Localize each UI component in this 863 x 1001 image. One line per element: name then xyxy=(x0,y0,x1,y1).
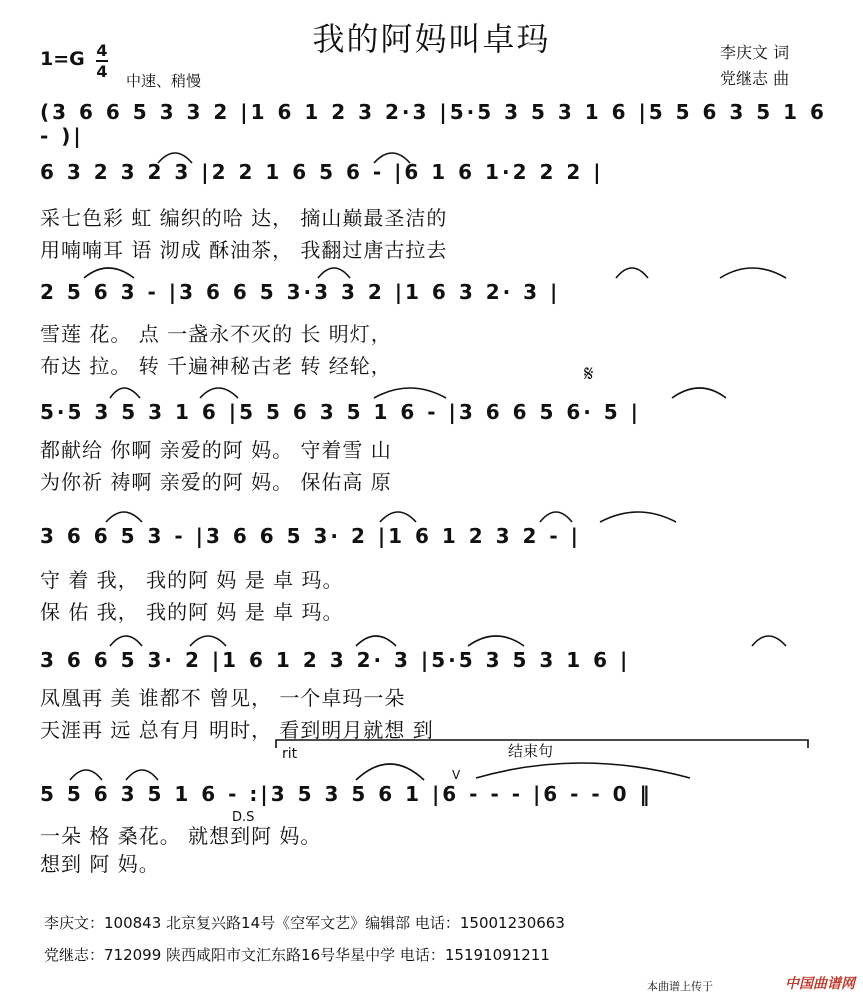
lyric-verse-2: 天涯再 远 总有月 明时， 看到明月就想 到 xyxy=(40,718,434,742)
key-signature: 1=G xyxy=(40,48,85,70)
tempo-marking: 中速、稍慢 xyxy=(126,72,202,90)
lyric-verse-1: 采七色彩 虹 编织的哈 达， 摘山巅最圣洁的 xyxy=(40,206,448,230)
ds-marking: D.S xyxy=(232,810,255,825)
time-sig-top: 4 xyxy=(96,41,108,60)
lyric-verse-1: 一朵 格 桑花。 就想到阿 妈。 xyxy=(40,824,322,848)
lyric-verse-2: 保 佑 我， 我的阿 妈 是 卓 玛。 xyxy=(40,600,344,624)
upload-note: 本曲谱上传于 xyxy=(647,980,713,993)
lyric-verse-1: 凤凰再 美 谁都不 曾见， 一个卓玛一朵 xyxy=(40,686,406,710)
lyric-verse-1: 都献给 你啊 亲爱的阿 妈。 守着雪 山 xyxy=(40,438,392,462)
score-title: 我的阿妈叫卓玛 xyxy=(312,20,551,58)
composer-credit: 党继志 曲 xyxy=(720,69,790,88)
notation-line: 3 6 6 5 3· 2 |1 6 1 2 3 2· 3 |5·5 3 5 3 1 6 | xyxy=(40,648,631,672)
ending-label: 结束句 xyxy=(508,742,554,760)
time-sig-bottom: 4 xyxy=(96,62,108,81)
notation-line: 5·5 3 5 3 1 6 |5 5 6 3 5 1 6 - |3 6 6 5 6· 5 | xyxy=(40,400,641,424)
lyric-verse-2: 为你祈 祷啊 亲爱的阿 妈。 保佑高 原 xyxy=(40,470,392,494)
contact-line-composer: 党继志：712099 陕西咸阳市文汇东路16号华星中学 电话：15191091211 xyxy=(44,946,550,964)
lyricist-credit: 李庆文 词 xyxy=(720,43,790,62)
notation-line: 6 3 2 3 2 3 |2 2 1 6 5 6 - |6 1 6 1·2 2 2 | xyxy=(40,160,604,184)
site-logo[interactable]: 中国曲谱网 xyxy=(785,976,855,992)
notation-line: 2 5 6 3 - |3 6 6 5 3·3 3 2 |1 6 3 2· 3 | xyxy=(40,280,561,304)
notation-line: (3 6 6 5 3 3 2 |1 6 1 2 3 2·3 |5·5 3 5 3 1 6 |5 5 6 3 5 1 6 - )| xyxy=(40,100,827,148)
lyric-verse-2: 想到 阿 妈。 xyxy=(40,852,160,876)
contact-line-lyricist: 李庆文：100843 北京复兴路14号《空军文艺》编辑部 电话：15001230663 xyxy=(44,914,565,932)
rit-marking: rit xyxy=(282,746,298,762)
notation-line: 5 5 6 3 5 1 6 - :|3 5 3 5 6 1 |6 - - - |6 - - 0 ‖ xyxy=(40,782,653,806)
notation-line: 3 6 6 5 3 - |3 6 6 5 3· 2 |1 6 1 2 3 2 - | xyxy=(40,524,581,548)
breath-mark: V xyxy=(452,768,461,782)
lyric-verse-1: 守 着 我， 我的阿 妈 是 卓 玛。 xyxy=(40,568,344,592)
lyric-verse-2: 用喃喃耳 语 沏成 酥油茶， 我翻过唐古拉去 xyxy=(40,238,448,262)
time-signature xyxy=(96,42,108,80)
segno-sign: 𝄋 xyxy=(584,362,594,387)
lyric-verse-2: 布达 拉。 转 千遍神秘古老 转 经轮， xyxy=(40,354,392,378)
lyric-verse-1: 雪莲 花。 点 一盏永不灭的 长 明灯， xyxy=(40,322,392,346)
